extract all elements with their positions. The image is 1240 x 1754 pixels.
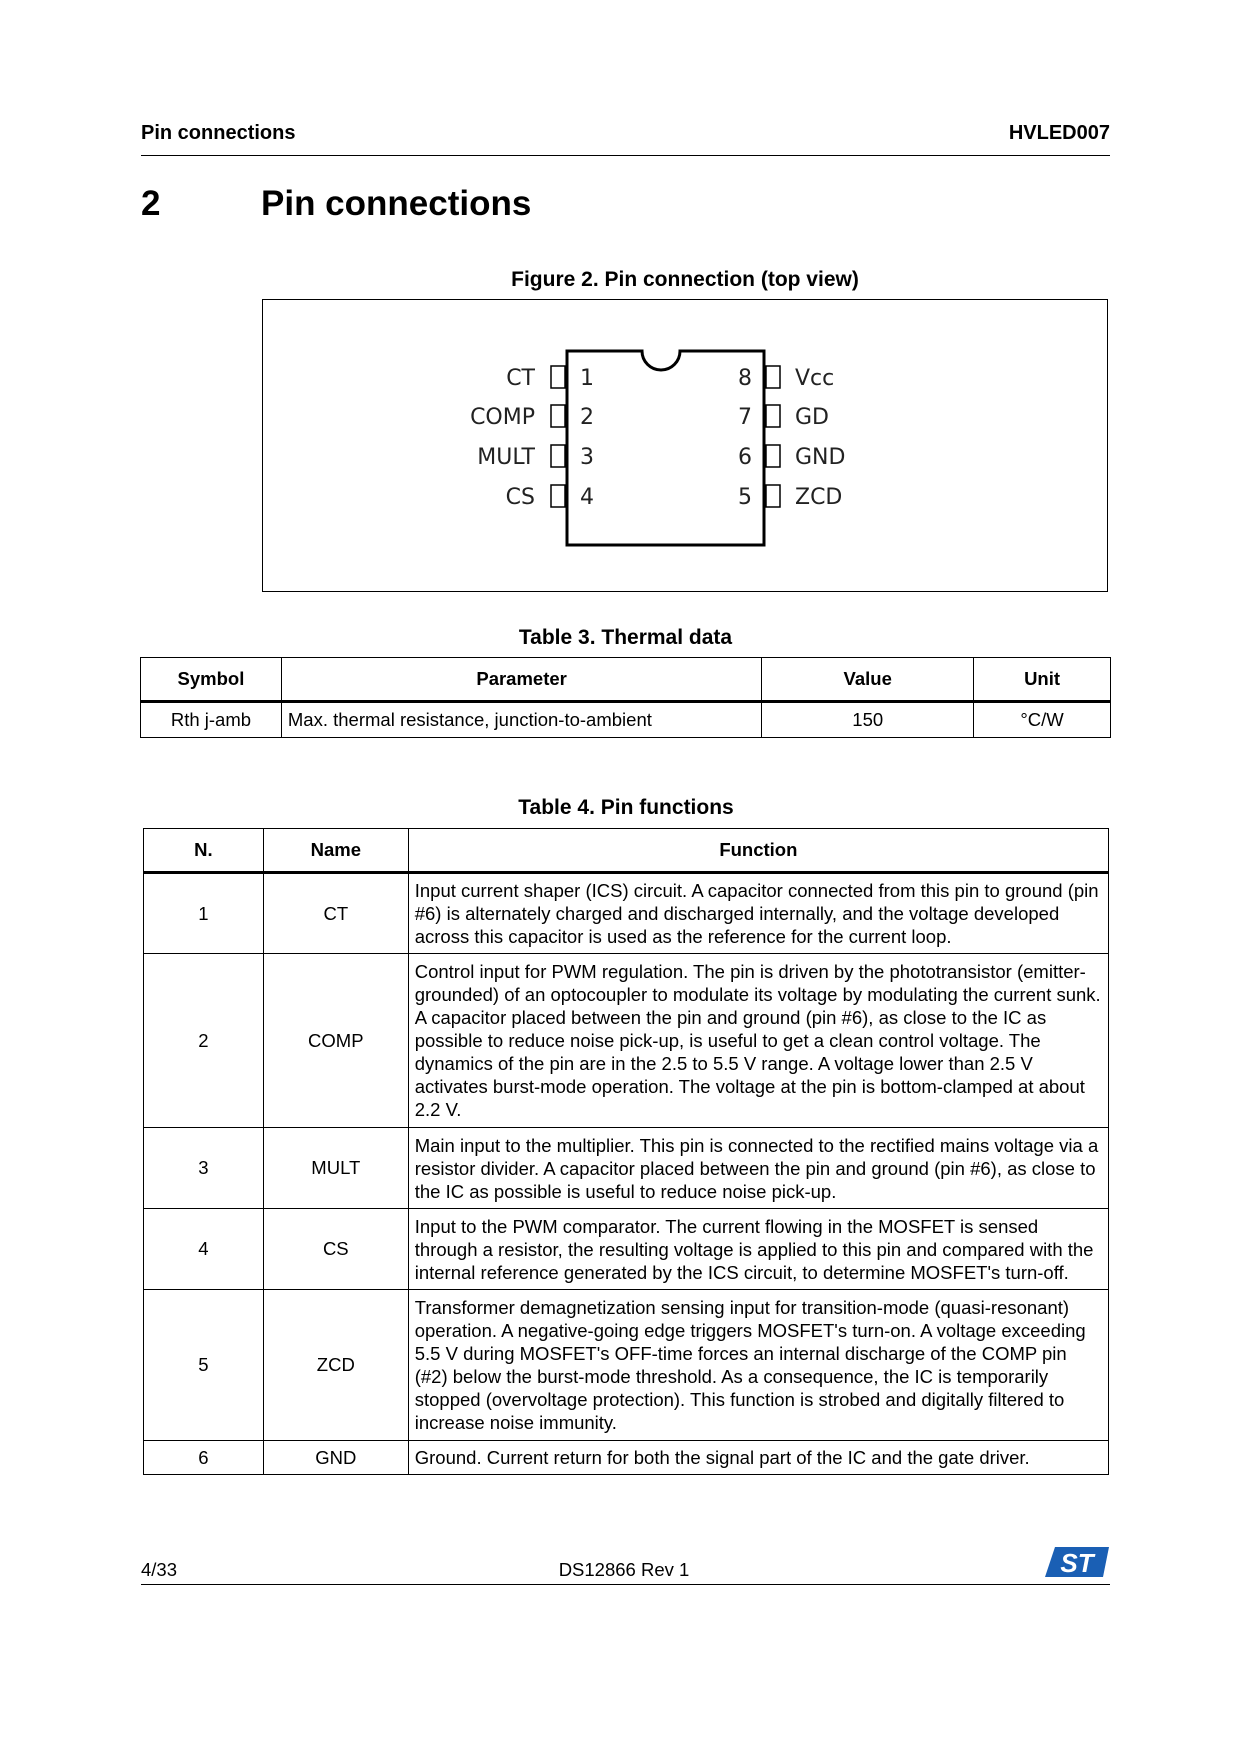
section-number: 2 xyxy=(141,184,161,223)
column-header-unit: Unit xyxy=(974,658,1111,702)
cell-symbol: Rth j-amb xyxy=(141,702,282,738)
pin-number-8: 8 xyxy=(738,366,752,391)
pin-number-4: 4 xyxy=(580,485,594,510)
cell-pin-function: Ground. Current return for both the signal part of the IC and the gate driver. xyxy=(408,1441,1108,1475)
pin-box-left-1 xyxy=(551,366,565,388)
cell-pin-function: Main input to the multiplier. This pin is connected to the rectified mains voltage via a resistor divider. A capacitor placed between the pin and ground (pin #6), as close to the IC as possible is useful to reduce noise pick-up. xyxy=(408,1128,1108,1209)
table-row xyxy=(144,1128,1109,1209)
pin-name-comp: COMP xyxy=(470,405,535,430)
column-header-function: Function xyxy=(408,829,1108,873)
column-header-parameter: Parameter xyxy=(281,658,761,702)
section-title: Pin connections xyxy=(261,184,532,223)
pin-number-6: 6 xyxy=(738,445,752,470)
table-row xyxy=(144,873,1109,954)
table-header-row xyxy=(141,658,1111,702)
column-header-number: N. xyxy=(144,829,264,873)
pin-box-right-6 xyxy=(766,445,780,467)
pin-number-7: 7 xyxy=(738,405,752,430)
table-row xyxy=(144,1290,1109,1441)
cell-pin-function: Transformer demagnetization sensing input for transition-mode (quasi-resonant) operation. A negative-going edge triggers MOSFET's turn-on. A voltage exceeding 5.5 V during MOSFET's OFF-time forces an internal discharge of the COMP pin (#2) below the burst-mode threshold. As a consequence, the IC is temporarily stopped (overvoltage protection). This function is strobed and digitally filtered to increase noise immunity. xyxy=(408,1290,1108,1441)
pin-box-right-5 xyxy=(766,485,780,507)
table-row xyxy=(144,954,1109,1128)
cell-pin-name: GND xyxy=(263,1441,408,1475)
pin-number-3: 3 xyxy=(580,445,594,470)
cell-pin-number: 1 xyxy=(144,873,264,954)
table-row xyxy=(141,702,1111,738)
cell-pin-number: 6 xyxy=(144,1441,264,1475)
cell-pin-name: CS xyxy=(263,1209,408,1290)
pin-name-ct: CT xyxy=(506,366,535,391)
pin-number-2: 2 xyxy=(580,405,594,430)
pin-box-left-4 xyxy=(551,485,565,507)
pin-name-zcd: ZCD xyxy=(795,485,843,510)
header-section-name: Pin connections xyxy=(141,122,296,144)
cell-pin-function: Control input for PWM regulation. The pin is driven by the phototransistor (emitter-grounded) of an optocoupler to modulate its voltage by modulating the current sunk. A capacitor placed between the pin and ground (pin #6), as close to the IC as possible to reduce noise pick-up, is useful to get a clean control voltage. The dynamics of the pin are in the 2.5 to 5.5 V range. A voltage lower than 2.5 V activates burst-mode operation. The voltage at the pin is bottom-clamped at about 2.2 V. xyxy=(408,954,1108,1128)
pin-name-vcc: Vcc xyxy=(795,366,835,391)
column-header-value: Value xyxy=(762,658,974,702)
cell-parameter: Max. thermal resistance, junction-to-ambient xyxy=(281,702,761,738)
pin-number-1: 1 xyxy=(580,366,594,391)
table-row xyxy=(144,1441,1109,1475)
cell-pin-name: ZCD xyxy=(263,1290,408,1441)
table-header-row xyxy=(144,829,1109,873)
page-number: 4/33 xyxy=(141,1559,178,1580)
cell-pin-name: MULT xyxy=(263,1128,408,1209)
pin-box-right-8 xyxy=(766,366,780,388)
column-header-name: Name xyxy=(263,829,408,873)
cell-pin-number: 2 xyxy=(144,954,264,1128)
st-logo-text: ST xyxy=(1060,1548,1094,1578)
cell-pin-number: 5 xyxy=(144,1290,264,1441)
table3-caption: Table 3. Thermal data xyxy=(518,626,733,649)
header-part-number: HVLED007 xyxy=(1008,122,1110,144)
st-logo xyxy=(1045,1545,1111,1579)
figure-caption: Figure 2. Pin connection (top view) xyxy=(511,268,859,291)
pin-box-right-7 xyxy=(766,405,780,427)
table4-caption: Table 4. Pin functions xyxy=(518,796,734,819)
pin-functions-table xyxy=(143,828,1109,1475)
ic-package-body xyxy=(567,351,764,545)
pin-box-left-2 xyxy=(551,405,565,427)
footer-rule xyxy=(141,1584,1110,1585)
cell-pin-number: 3 xyxy=(144,1128,264,1209)
cell-pin-function: Input to the PWM comparator. The current flowing in the MOSFET is sensed through a resistor, the resulting voltage is applied to this pin and compared with the internal reference generated by the ICS circuit, to determine MOSFET's turn-off. xyxy=(408,1209,1108,1290)
cell-pin-name: COMP xyxy=(263,954,408,1128)
pin-number-5: 5 xyxy=(738,485,752,510)
thermal-data-table xyxy=(140,657,1111,738)
pin-name-mult: MULT xyxy=(477,445,535,470)
document-revision: DS12866 Rev 1 xyxy=(558,1559,690,1580)
pin-name-gd: GD xyxy=(795,405,829,430)
pin-name-gnd: GND xyxy=(795,445,846,470)
cell-pin-name: CT xyxy=(263,873,408,954)
pin-box-left-3 xyxy=(551,445,565,467)
cell-value: 150 xyxy=(762,702,974,738)
ic-pinout-diagram xyxy=(262,299,1108,592)
table-row xyxy=(144,1209,1109,1290)
pin-name-cs: CS xyxy=(505,485,535,510)
cell-unit: °C/W xyxy=(974,702,1111,738)
cell-pin-number: 4 xyxy=(144,1209,264,1290)
cell-pin-function: Input current shaper (ICS) circuit. A capacitor connected from this pin to ground (pin #6) is alternately charged and discharged internally, and the voltage developed across this capacitor is used as the reference for the current loop. xyxy=(408,873,1108,954)
header-rule xyxy=(141,155,1110,156)
column-header-symbol: Symbol xyxy=(141,658,282,702)
